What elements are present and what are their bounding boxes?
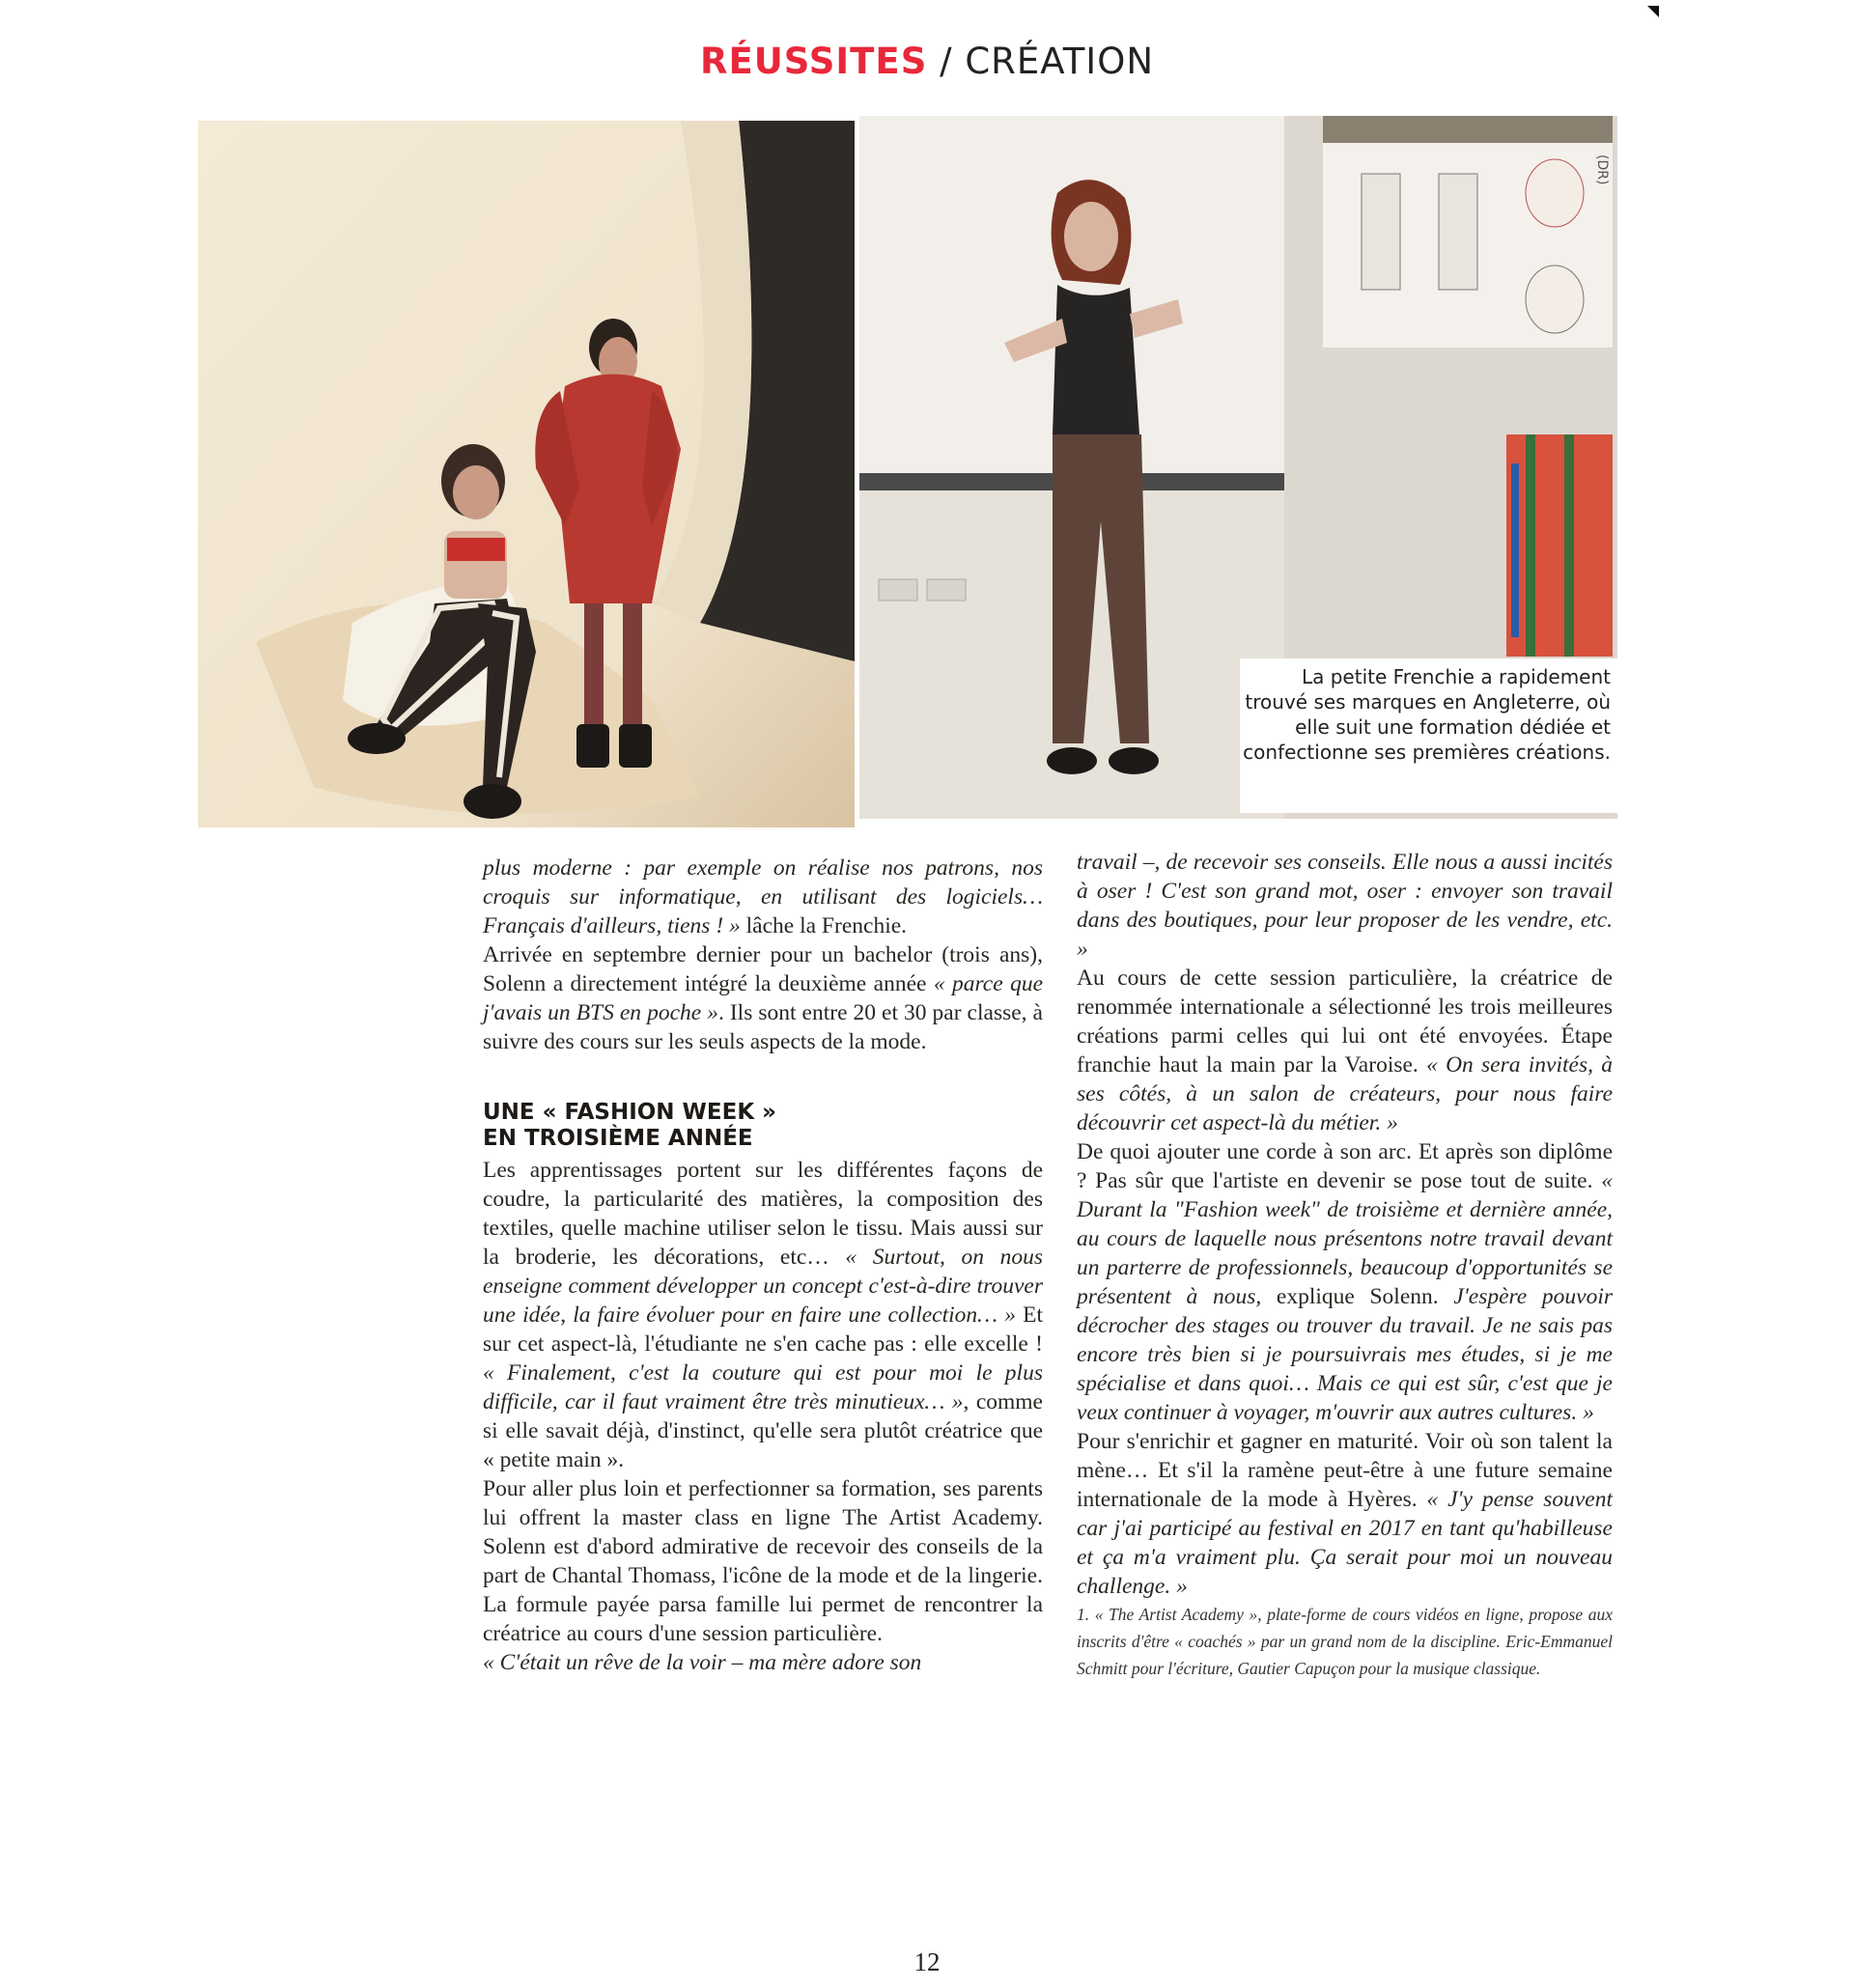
photo-caption: La petite Frenchie a rapidement trouvé ses marques en Angleterre, où elle suit une formation dédiée et confectionne ses premières créations.: [1240, 658, 1618, 813]
quote-text: « J'y pense souvent car j'ai participé au festival en 2017 en tant qu'habilleuse et ça m'a vraiment plu. Ça serait pour moi un nouveau challenge. »: [1077, 1487, 1613, 1599]
paragraph: [1077, 1427, 1613, 1601]
paragraph: [1077, 964, 1613, 1137]
paragraph: [483, 1156, 1043, 1474]
body-text: Et sur cet aspect-là, l'étudiante ne s'en cache pas : elle excelle !: [483, 1302, 1043, 1357]
quote-text: « On sera invités, à ses côtés, à un salon de créateurs, pour nous faire découvrir cet aspect-là du métier. »: [1077, 1052, 1613, 1135]
photo-credit: (DR): [1594, 154, 1610, 185]
body-text: Pour s'enrichir et gagner en maturité. Voir où son talent la mène… Et s'il la ramène peut-être à une future semaine internationale de la mode à Hyères.: [1077, 1429, 1613, 1512]
quote-text: plus moderne : par exemple on réalise nos patrons, nos croquis sur informatique, en utilisant des logiciels… Français d'ailleurs, tiens ! »: [483, 855, 1043, 938]
section-title: RÉUSSITES: [699, 41, 928, 82]
paragraph: [483, 854, 1043, 940]
subheading-line: UNE « FASHION WEEK »: [483, 1100, 777, 1125]
corner-mark: [1647, 6, 1659, 17]
body-text: De quoi ajouter une corde à son arc. Et après son diplôme ? Pas sûr que l'artiste en devenir se pose tout de suite.: [1077, 1139, 1613, 1193]
paragraph: « C'était un rêve de la voir – ma mère adore son: [483, 1650, 922, 1675]
footnote: 1. « The Artist Academy », plate-forme de cours vidéos en ligne, propose aux inscrits d'être « coachés » par un grand nom de la discipline. Eric-Emmanuel Schmitt pour l'écriture, Gautier Capuçon pour la musique classique.: [1077, 1605, 1613, 1678]
section-header: [0, 41, 1854, 82]
paragraph: Pour aller plus loin et perfectionner sa formation, ses parents lui offrent la master class en ligne The Artist Academy. Solenn est d'abord admirative de recevoir des conseils de la part de Chantal Thomass, l'icône de la mode et de la lingerie. La formule payée parsa famille lui permet de rencontrer la créatrice au cours d'une session particulière.: [483, 1476, 1043, 1646]
page-number: 12: [913, 1947, 941, 1976]
quote-text: « Finalement, c'est la couture qui est pour moi le plus difficile, car il faut vraiment être très minutieux… »: [483, 1360, 1043, 1414]
photo-studio-models: [198, 121, 855, 827]
quote-text: « parce que j'avais un BTS en poche »: [483, 971, 1043, 1025]
quote-text: J'espère pouvoir décrocher des stages ou trouver du travail. Je ne sais pas encore très bien si je poursuivrais mes études, si je me spécialise et dans quoi… Mais ce qui est sûr, c'est que je veux continuer à voyager, m'ouvrir aux autres cultures. »: [1077, 1284, 1613, 1425]
body-text: , comme si elle savait déjà, d'instinct, qu'elle sera plutôt créatrice que « petite main ».: [483, 1389, 1043, 1472]
paragraph: [483, 940, 1043, 1056]
body-text: . Ils sont entre 20 et 30 par classe, à suivre des cours sur les seuls aspects de la mode.: [483, 1000, 1043, 1054]
studio-illustration: [198, 121, 855, 827]
header-separator: /: [927, 41, 966, 82]
body-text: explique Solenn.: [1276, 1284, 1454, 1309]
quote-text: « Surtout, on nous enseigne comment développer un concept c'est-à-dire trouver une idée, la faire évoluer pour en faire une collection… »: [483, 1245, 1043, 1328]
subsection-title: CRÉATION: [965, 41, 1155, 82]
quote-text: « Durant la "Fashion week" de troisième et dernière année, au cours de laquelle nous présentons notre travail devant un parterre de professionnels, beaucoup d'opportunités se présentent à nous,: [1077, 1168, 1613, 1309]
article-column-right: [1077, 848, 1613, 1682]
body-text: Les apprentissages portent sur les différentes façons de coudre, la particularité des matières, la composition des textiles, quelle machine utiliser selon le tissu. Mais aussi sur la broderie, les décorations, etc…: [483, 1158, 1043, 1270]
subheading: [483, 1100, 1043, 1152]
paragraph: travail –, de recevoir ses conseils. Elle nous a aussi incités à oser ! C'est son grand mot, oser : envoyer son travail dans des boutiques, pour leur proposer de les vendre, etc. »: [1077, 850, 1613, 962]
body-text: Au cours de cette session particulière, la créatrice de renommée internationale a sélectionné les trois meilleures créations parmi celles qui lui ont été envoyées. Étape franchie haut la main par la Varoise.: [1077, 966, 1613, 1078]
paragraph: [1077, 1137, 1613, 1427]
article-column-left: [483, 854, 1043, 1677]
body-text: Arrivée en septembre dernier pour un bachelor (trois ans), Solenn a directement intégré la deuxième année: [483, 942, 1043, 996]
body-text: lâche la Frenchie.: [740, 913, 908, 938]
subheading-line: EN TROISIÈME ANNÉE: [483, 1126, 753, 1151]
